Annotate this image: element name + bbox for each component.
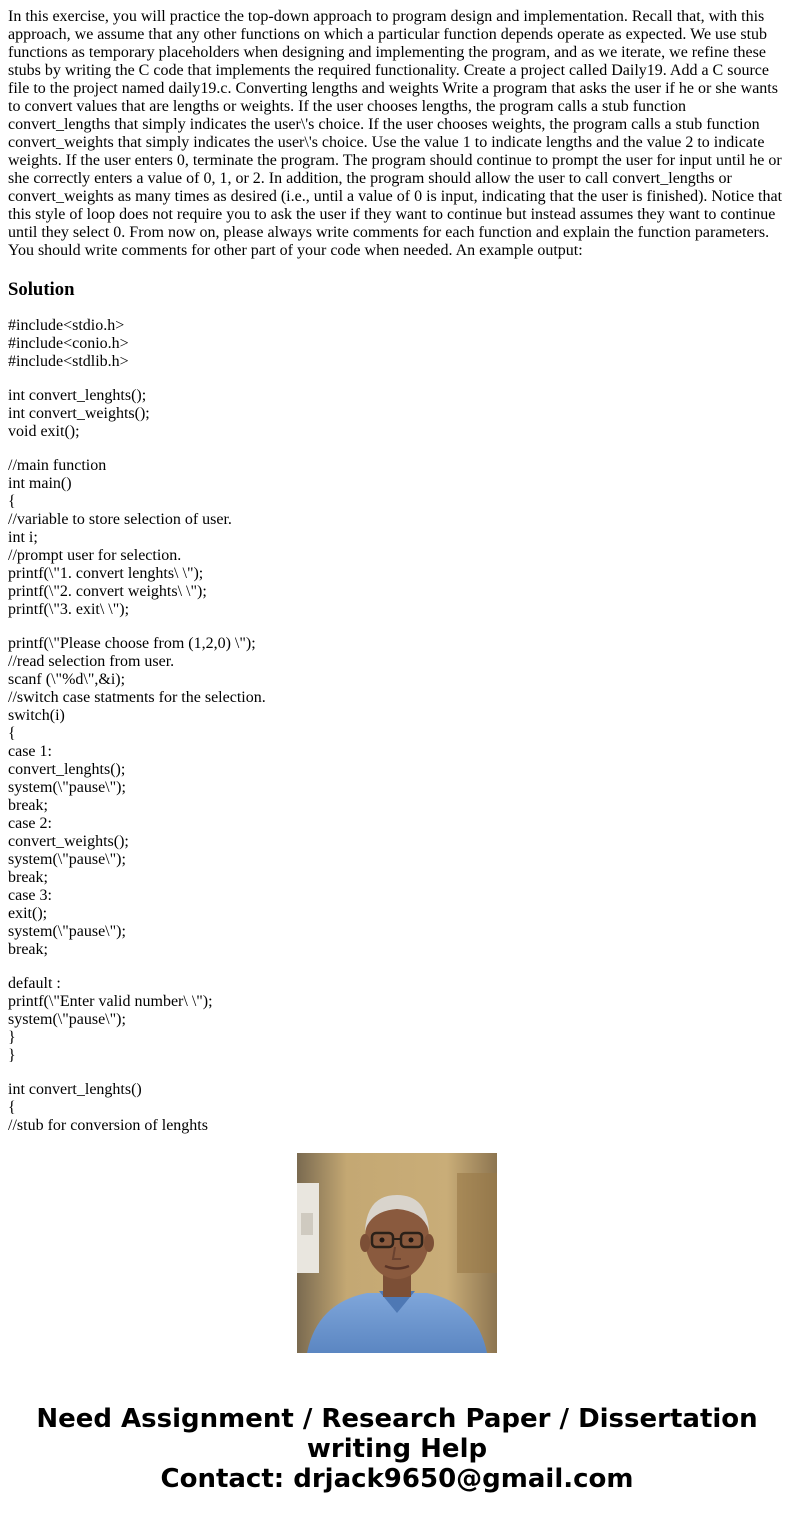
code-line: int convert_weights();	[8, 405, 150, 422]
document-content	[8, 8, 786, 1134]
promo-line-1: Need Assignment / Research Paper / Dissertation	[36, 1404, 758, 1434]
code-line: //read selection from user.	[8, 653, 175, 670]
code-block	[8, 387, 786, 441]
code-line: exit();	[8, 905, 48, 922]
code-line: //prompt user for selection.	[8, 547, 182, 564]
code-block	[8, 635, 786, 959]
code-line: printf(\"2. convert weights\ \");	[8, 583, 207, 600]
code-line: system(\"pause\");	[8, 923, 126, 940]
code-line: int i;	[8, 529, 38, 546]
code-line: case 1:	[8, 743, 52, 760]
code-line: scanf (\"%d\",&i);	[8, 671, 126, 688]
code-line: switch(i)	[8, 707, 65, 724]
code-line: convert_weights();	[8, 833, 129, 850]
solution-heading: Solution	[8, 279, 75, 300]
code-block	[8, 317, 786, 371]
code-line: void exit();	[8, 423, 80, 440]
code-line: #include<stdio.h>	[8, 317, 125, 334]
promo-banner	[0, 1404, 794, 1494]
code-line: system(\"pause\");	[8, 1011, 126, 1028]
code-block	[8, 975, 786, 1065]
promo-line-2: writing Help	[306, 1434, 488, 1464]
code-line: break;	[8, 869, 48, 886]
code-line: //stub for conversion of lenghts	[8, 1117, 208, 1134]
code-line: printf(\"3. exit\ \");	[8, 601, 130, 618]
code-line: {	[8, 1099, 16, 1116]
code-line: int convert_lenghts();	[8, 387, 147, 404]
code-line: //switch case statments for the selection.	[8, 689, 266, 706]
avatar	[297, 1153, 497, 1353]
code-line: case 3:	[8, 887, 52, 904]
code-line: break;	[8, 941, 48, 958]
code-line: }	[8, 1047, 16, 1064]
code-line: {	[8, 725, 16, 742]
code-line: convert_lenghts();	[8, 761, 126, 778]
code-line: int main()	[8, 475, 72, 492]
code-block	[8, 457, 786, 619]
code-line: #include<conio.h>	[8, 335, 129, 352]
code-line: break;	[8, 797, 48, 814]
code-line: case 2:	[8, 815, 52, 832]
code-line: printf(\"1. convert lenghts\ \");	[8, 565, 204, 582]
code-line: {	[8, 493, 16, 510]
code-line: system(\"pause\");	[8, 779, 126, 796]
code-line: default :	[8, 975, 61, 992]
question-text: In this exercise, you will practice the top-down approach to program design and implementation. Recall that, with this approach, we assume that any other functions on which a particular function depends operate as expected. We use stub functions as temporary placeholders when designing and implementing the program, and as we iterate, we refine these stubs by writing the C code that implements the required functionality. Create a project called Daily19. Add a C source file to the project named daily19.c. Converting lengths and weights Write a program that asks the user if he or she wants to convert values that are lengths or weights. If the user chooses lengths, the program calls a stub function convert_lengths that simply indicates the user\'s choice. If the user chooses weights, the program calls a stub function convert_weights that simply indicates the user\'s choice. Use the value 1 to indicate lengths and the value 2 to indicate weights. If the user enters 0, terminate the program. The program should continue to prompt the user for input until he or she correctly enters a value of 0, 1, or 2. In addition, the program should allow the user to call convert_lengths or convert_weights as many times as desired (i.e., until a value of 0 is input, indicating that the user is finished). Notice that this style of loop does not require you to ask the user if they want to continue but instead assumes they want to continue until they select 0. From now on, please always write comments for each function and explain the function parameters. You should write comments for other part of your code when needed. An example output:	[8, 8, 783, 259]
person-photo-icon	[297, 1153, 497, 1353]
promo-contact: Contact: drjack9650@gmail.com	[160, 1464, 634, 1494]
code-line: #include<stdlib.h>	[8, 353, 129, 370]
code-line: //main function	[8, 457, 107, 474]
code-line: int convert_lenghts()	[8, 1081, 142, 1098]
code-line: //variable to store selection of user.	[8, 511, 232, 528]
code-line: }	[8, 1029, 16, 1046]
code-block	[8, 1081, 786, 1135]
code-line: printf(\"Enter valid number\ \");	[8, 993, 213, 1010]
code-line: system(\"pause\");	[8, 851, 126, 868]
solution-code	[8, 317, 786, 1135]
code-line: printf(\"Please choose from (1,2,0) \");	[8, 635, 256, 652]
